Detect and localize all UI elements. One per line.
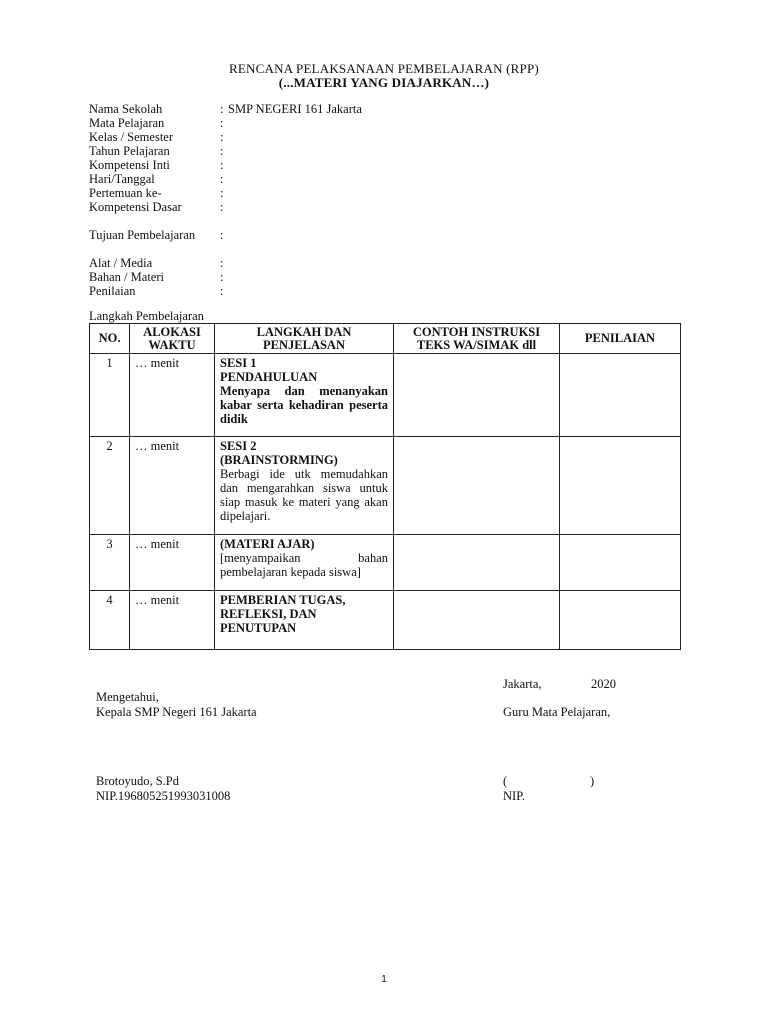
page-number: 1 — [381, 974, 387, 985]
identity-fields — [89, 102, 489, 298]
field-colon: : — [220, 284, 224, 298]
field-hari-tanggal — [89, 172, 489, 186]
table-row — [90, 591, 681, 650]
row-step — [215, 354, 394, 437]
field-tahun-pelajaran — [89, 144, 489, 158]
principal-nip: NIP.196805251993031008 — [96, 789, 231, 803]
step-heading: (MATERI AJAR) — [220, 537, 315, 551]
step-description: Berbagi ide utk memudahkan dan mengarahkan siswa untuk siap masuk ke materi yang akan dipelajari. — [220, 467, 388, 523]
field-mata-pelajaran — [89, 116, 489, 130]
row-number: 4 — [90, 591, 130, 650]
field-penilaian — [89, 284, 489, 298]
header-penilaian: PENILAIAN — [560, 324, 681, 354]
field-alat-media — [89, 256, 489, 270]
field-pertemuan — [89, 186, 489, 200]
field-label: Kompetensi Inti — [89, 158, 170, 172]
principal-name: Brotoyudo, S.Pd — [96, 774, 180, 788]
field-label: Penilaian — [89, 284, 136, 298]
row-assessment — [560, 437, 681, 535]
table-row — [90, 535, 681, 591]
field-colon: : — [220, 116, 224, 130]
signature-year: 2020 — [591, 677, 616, 691]
field-nama-sekolah — [89, 102, 489, 116]
field-label: Nama Sekolah — [89, 102, 163, 116]
document-subtitle: (...MATERI YANG DIAJARKAN…) — [278, 75, 490, 90]
principal-title: Kepala SMP Negeri 161 Jakarta — [96, 705, 257, 719]
row-time: … menit — [130, 437, 215, 535]
field-label: Kompetensi Dasar — [89, 200, 182, 214]
row-assessment — [560, 591, 681, 650]
field-label: Mata Pelajaran — [89, 116, 165, 130]
row-example — [394, 354, 560, 437]
field-colon: : — [220, 158, 224, 172]
field-colon: : — [220, 270, 224, 284]
field-label: Kelas / Semester — [89, 130, 174, 144]
row-step — [215, 591, 394, 650]
row-step — [215, 535, 394, 591]
field-label: Bahan / Materi — [89, 270, 164, 284]
field-colon: : — [220, 144, 224, 158]
field-colon: : — [220, 130, 224, 144]
step-heading: (BRAINSTORMING) — [220, 453, 338, 467]
field-value: SMP NEGERI 161 Jakarta — [228, 102, 362, 116]
row-time: … menit — [130, 591, 215, 650]
field-colon: : — [220, 102, 224, 116]
teacher-name-close: ) — [590, 774, 595, 788]
row-example — [394, 535, 560, 591]
steps-label: Langkah Pembelajaran — [89, 309, 204, 323]
step-description: Menyapa dan menanyakan kabar serta kehadiran peserta didik — [220, 384, 388, 426]
field-colon: : — [220, 172, 224, 186]
row-step — [215, 437, 394, 535]
row-assessment — [560, 535, 681, 591]
field-label: Alat / Media — [89, 256, 153, 270]
field-colon: : — [220, 200, 224, 214]
step-heading: PENDAHULUAN — [220, 370, 318, 384]
session-label: SESI 1 — [220, 356, 257, 370]
signature-place: Jakarta, — [503, 677, 542, 691]
field-colon: : — [220, 186, 224, 200]
header-no: NO. — [90, 324, 130, 354]
row-time: … menit — [130, 354, 215, 437]
field-colon: : — [220, 228, 224, 242]
row-assessment — [560, 354, 681, 437]
field-label: Pertemuan ke- — [89, 186, 162, 200]
learning-steps-table — [89, 323, 681, 650]
acknowledged-label: Mengetahui, — [96, 690, 159, 704]
header-alokasi-waktu: ALOKASI WAKTU — [130, 324, 215, 354]
field-bahan-materi — [89, 270, 489, 284]
step-heading: PEMBERIAN TUGAS, REFLEKSI, DAN PENUTUPAN — [220, 593, 346, 635]
step-description: [menyampaikan bahan pembelajaran kepada siswa] — [220, 551, 388, 579]
field-tujuan-pembelajaran — [89, 228, 489, 242]
table-row — [90, 354, 681, 437]
field-kompetensi-inti — [89, 158, 489, 172]
field-colon: : — [220, 256, 224, 270]
document-title: RENCANA PELAKSANAAN PEMBELAJARAN (RPP) — [229, 61, 539, 76]
field-label: Tahun Pelajaran — [89, 144, 170, 158]
teacher-nip: NIP. — [503, 789, 525, 803]
row-number: 1 — [90, 354, 130, 437]
table-row — [90, 437, 681, 535]
field-kelas-semester — [89, 130, 489, 144]
header-langkah: LANGKAH DAN PENJELASAN — [215, 324, 394, 354]
row-time: … menit — [130, 535, 215, 591]
field-kompetensi-dasar — [89, 200, 489, 214]
session-label: SESI 2 — [220, 439, 257, 453]
teacher-name-open: ( — [503, 774, 508, 788]
teacher-title: Guru Mata Pelajaran, — [503, 705, 611, 719]
table-header-row — [90, 324, 681, 354]
row-example — [394, 437, 560, 535]
field-label: Tujuan Pembelajaran — [89, 228, 196, 242]
row-number: 3 — [90, 535, 130, 591]
header-contoh-instruksi: CONTOH INSTRUKSI TEKS WA/SIMAK dll — [394, 324, 560, 354]
row-example — [394, 591, 560, 650]
field-label: Hari/Tanggal — [89, 172, 155, 186]
row-number: 2 — [90, 437, 130, 535]
